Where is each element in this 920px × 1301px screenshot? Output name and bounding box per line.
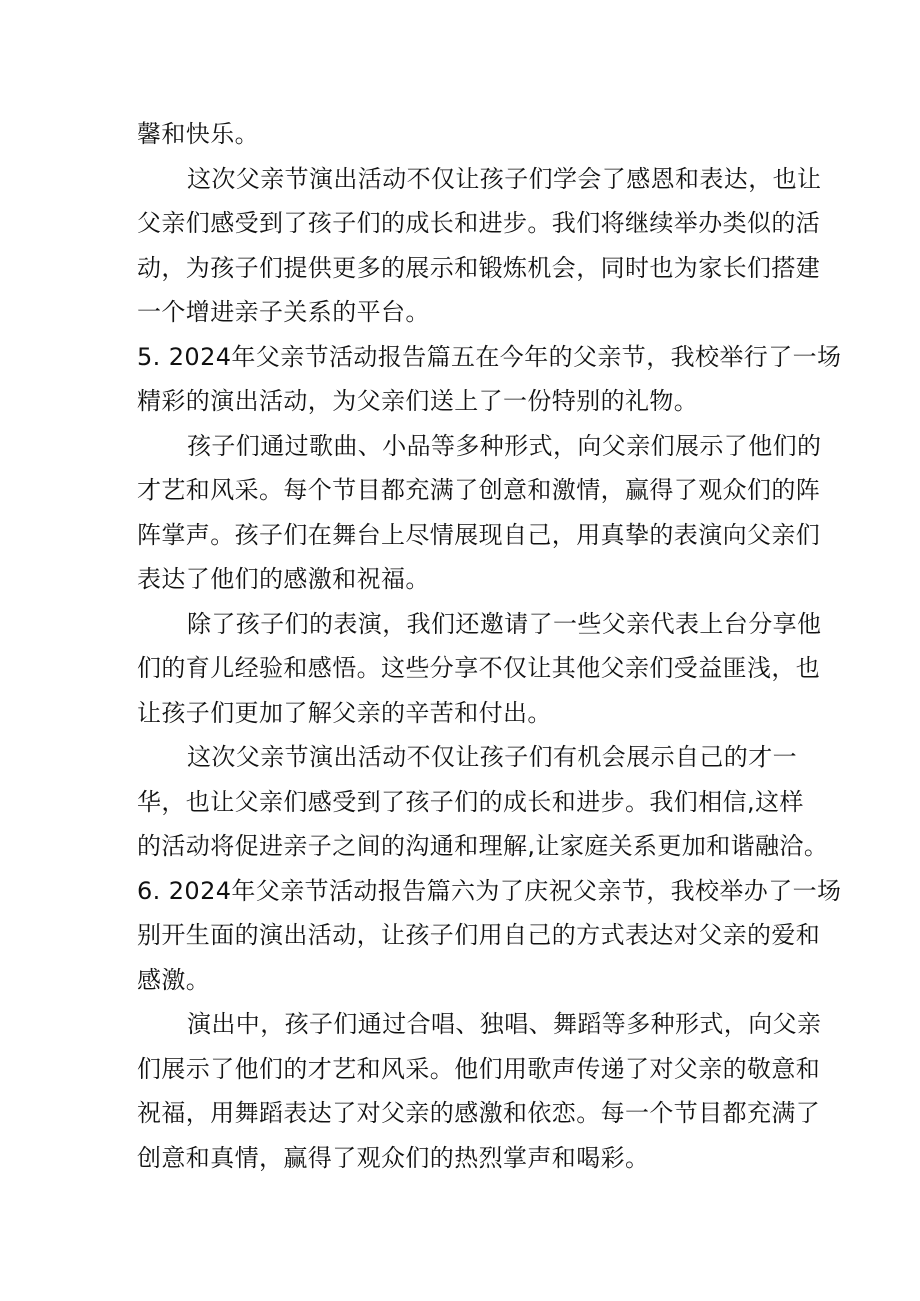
section-heading-line: 6. 2024年父亲节活动报告篇六为了庆祝父亲节，我校举办了一场 [137,876,842,905]
text-line: 除了孩子们的表演，我们还邀请了一些父亲代表上台分享他 [187,609,822,638]
text-line: 们的育儿经验和感悟。这些分享不仅让其他父亲们受益匪浅，也 [137,654,821,682]
text-line: 创意和真情，赢得了观众们的热烈掌声和喝彩。 [137,1143,650,1172]
text-line: 的活动将促进亲子之间的沟通和理解,让家庭关系更加和谐融洽。 [137,832,829,860]
text-line: 这次父亲节演出活动不仅让孩子们有机会展示自己的才一 [187,743,797,771]
text-line: 们展示了他们的才艺和风采。他们用歌声传递了对父亲的敬意和 [137,1054,821,1083]
text-line: 父亲们感受到了孩子们的成长和进步。我们将继续举办类似的活 [137,209,821,237]
text-line: 华，也让父亲们感受到了孩子们的成长和进步。我们相信,这样 [137,787,804,816]
text-line: 精彩的演出活动，为父亲们送上了一份特别的礼物。 [137,387,699,415]
text-line: 阵掌声。孩子们在舞台上尽情展现自己，用真挚的表演向父亲们 [137,520,821,549]
text-line: 馨和快乐。 [137,120,259,148]
text-line: 表达了他们的感激和祝福。 [137,565,430,593]
text-line: 让孩子们更加了解父亲的辛苦和付出。 [137,698,552,727]
text-line: 一个增进亲子关系的平台。 [137,298,430,326]
document-page [137,112,842,1180]
text-line: 演出中，孩子们通过合唱、独唱、舞蹈等多种形式，向父亲 [187,1010,822,1038]
text-line: 感激。 [137,965,211,994]
text-line: 孩子们通过歌曲、小品等多种形式，向父亲们展示了他们的 [187,431,822,460]
text-line: 别开生面的演出活动，让孩子们用自己的方式表达对父亲的爱和 [137,921,821,949]
text-line: 祝福，用舞蹈表达了对父亲的感激和依恋。每一个节目都充满了 [137,1099,821,1127]
text-line: 这次父亲节演出活动不仅让孩子们学会了感恩和表达，也让 [187,164,822,193]
section-heading-line: 5. 2024年父亲节活动报告篇五在今年的父亲节，我校举行了一场 [137,342,842,371]
text-line: 才艺和风采。每个节目都充满了创意和激情，赢得了观众们的阵 [137,476,821,504]
document-body [137,112,842,1180]
text-line: 动，为孩子们提供更多的展示和锻炼机会，同时也为家长们搭建 [137,253,821,282]
